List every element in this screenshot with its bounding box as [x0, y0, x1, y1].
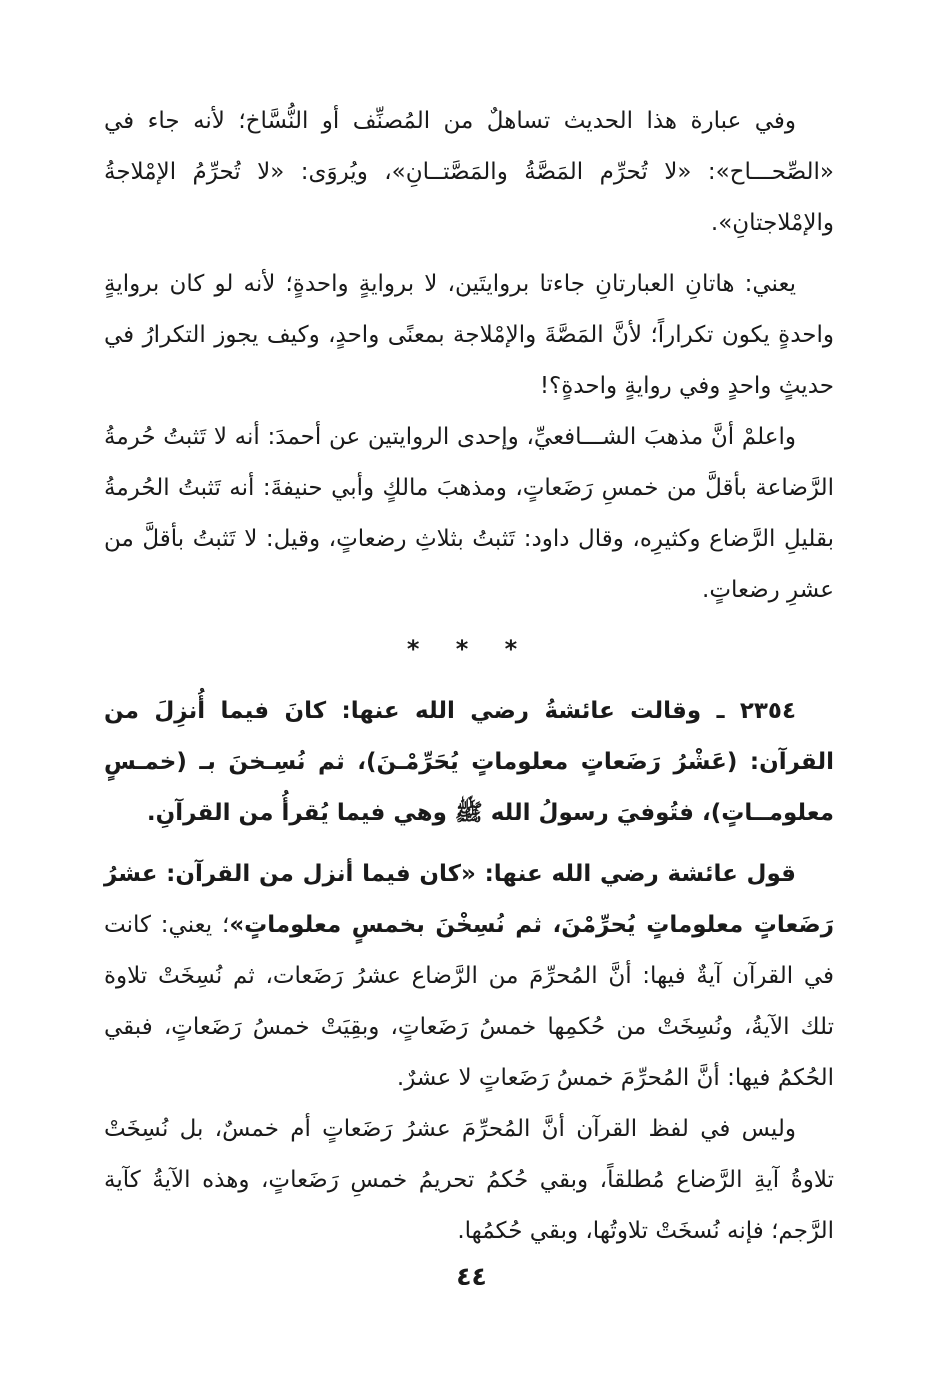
page-number: ٤٤: [456, 1262, 487, 1291]
quoted-hadith-bold: قول عائشة رضي الله عنها: «كان فيما أنزل من القرآن: عشرُ رَضَعاتٍ معلوماتٍ يُحرِّمْنَ، ثم نُسِخْنَ بخمسٍ معلوماتٍ»: [104, 861, 834, 938]
section-separator: * * *: [406, 635, 532, 663]
commentary-paragraph-2: يعني: هاتانِ العبارتانِ جاءتا بروايتَين، لا بروايةٍ واحدةٍ؛ لأنه لو كان بروايةٍ واحدةٍ يكون تكراراً؛ لأنَّ المَصَّةَ والإمْلاجة بمعنًى واحدٍ، وكيف يجوز التكرارُ في حديثٍ واحدٍ وفي روايةٍ واحدةٍ؟!: [104, 271, 834, 399]
commentary-paragraph-1: وفي عبارة هذا الحديث تساهلٌ من المُصنِّف أو النُّسَّاخ؛ لأنه جاء في «الصِّحـــاح»: «لا تُحرِّم المَصَّةُ والمَصَّتــانِ»، ويُروَى: «لا تُحرِّمُ الإمْلاجةُ والإمْلاجتانِ».: [104, 108, 834, 236]
commentary-paragraph-4: [104, 849, 834, 1104]
commentary-paragraph-3: واعلمْ أنَّ مذهبَ الشـــافعيِّ، وإحدى الروايتين عن أحمدَ: أنه لا تَثبتُ حُرمةُ الرَّضاعة بأقلَّ من خمسِ رَضَعاتٍ، ومذهبَ مالكٍ وأبي حنيفةَ: أنه تَثبتُ الحُرمةُ بقليلِ الرَّضاع وكثيرِه، وقال داود: تَثبتُ بثلاثِ رضعاتٍ، وقيل: لا تَثبتُ بأقلَّ من عشرِ رضعاتٍ.: [104, 424, 834, 603]
hadith-text: ٢٣٥٤ ـ وقالت عائشةُ رضي الله عنها: كانَ فيما أُنزِلَ من القرآن: (عَشْرُ رَضَعاتٍ معلوماتٍ يُحَرِّمْـنَ)، ثم نُسِـخنَ بـ (خمـسٍ معلومــاتٍ)، فتُوفيَ رسولُ الله ﷺ وهي فيما يُقرأُ من القرآنِ.: [104, 698, 834, 826]
page-body: [104, 96, 834, 1257]
commentary-paragraph-5: وليس في لفظ القرآن أنَّ المُحرِّمَ عشرُ رَضَعاتٍ أم خمسٌ، بل نُسِخَتْ تلاوةُ آيةِ الرَّضاع مُطلقاً، وبقي حُكمُ تحريمُ خمسِ رَضَعاتٍ، وهذه الآيةُ كآية الرَّجم؛ فإنه نُسخَتْ تلاوتُها، وبقي حُكمُها.: [104, 1116, 834, 1244]
commentary-paragraph-4-rest: ؛ يعني: كانت في القرآن آيةٌ فيها: أنَّ المُحرِّمَ من الرَّضاع عشرُ رَضَعات، ثم نُسِخَتْ تلاوة تلك الآيةُ، ونُسِخَتْ من حُكمِها خمسُ رَضَعاتٍ، وبقِيَتْ خمسُ رَضَعاتٍ، فبقي الحُكمُ فيها: أنَّ المُحرِّمَ خمسُ رَضَعاتٍ لا عشرٌ.: [104, 912, 834, 1091]
